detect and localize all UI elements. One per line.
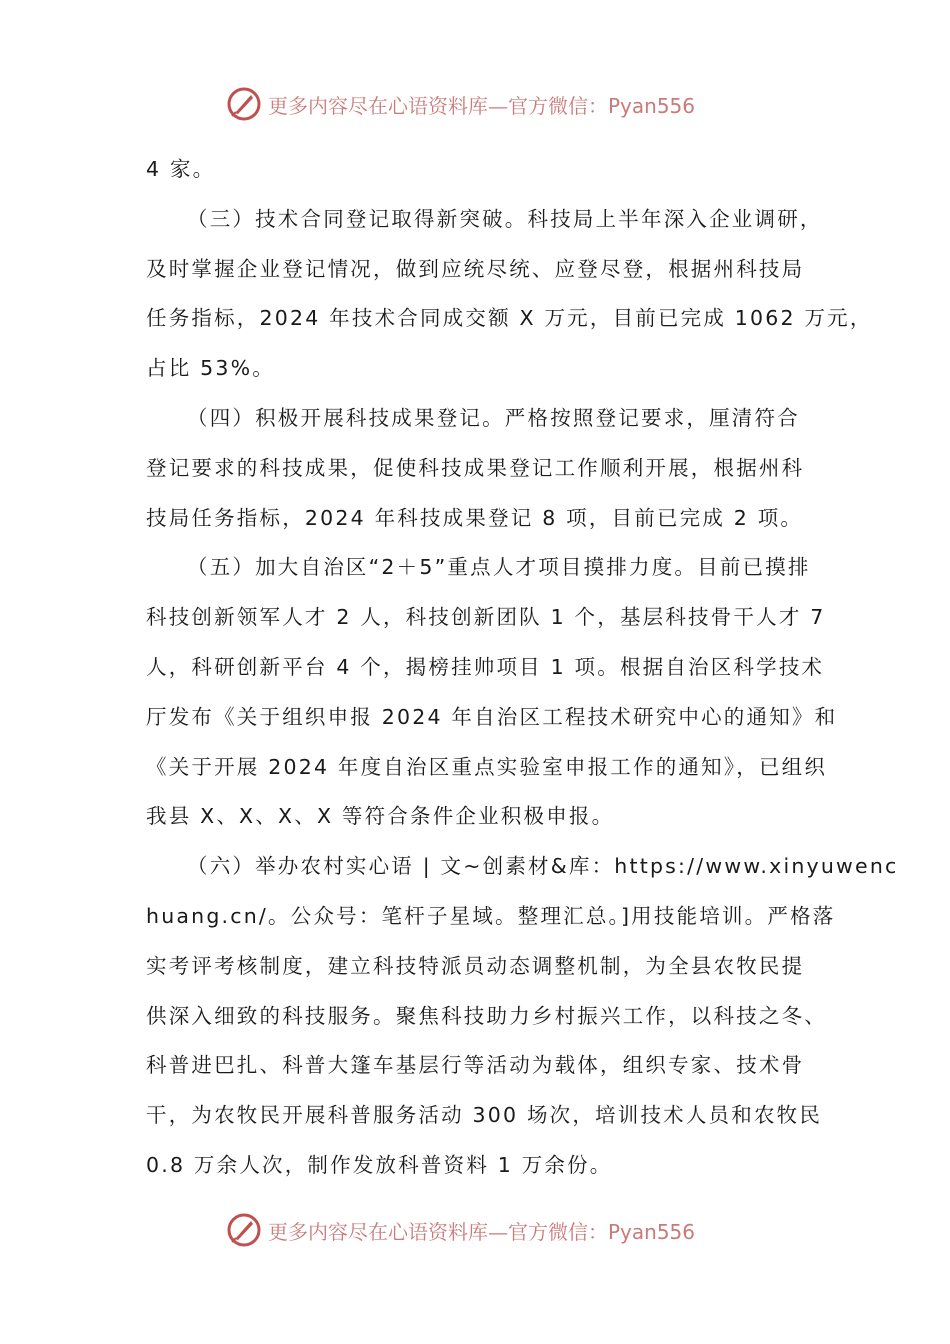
quill-logo-icon xyxy=(226,86,262,122)
text-line: 及时掌握企业登记情况，做到应统尽统、应登尽登，根据州科技局 xyxy=(146,256,805,281)
text-line: 登记要求的科技成果，促使科技成果登记工作顺利开展，根据州科 xyxy=(146,455,805,480)
text-line: （四）积极开展科技成果登记。严格按照登记要求，厘清符合 xyxy=(187,405,800,430)
text-line: 供深入细致的科技服务。聚焦科技助力乡村振兴工作，以科技之冬、 xyxy=(146,1003,827,1028)
text-line: 占比 53%。 xyxy=(146,356,275,381)
text-line: 实考评考核制度，建立科技特派员动态调整机制，为全县农牧民提 xyxy=(146,953,805,978)
header-banner xyxy=(226,84,695,124)
text-line: 人，科研创新平台 4 个，揭榜挂帅项目 1 项。根据自治区科学技术 xyxy=(146,654,825,679)
text-line: 技局任务指标，2024 年科技成果登记 8 项，目前已完成 2 项。 xyxy=(146,505,804,530)
paragraph-tech-achievement xyxy=(146,399,808,548)
text-line: 任务指标，2024 年技术合同成交额 X 万元，目前已完成 1062 万元， xyxy=(146,306,873,331)
text-line: 我县 X、X、X、X 等符合条件企业积极申报。 xyxy=(146,804,615,829)
footer-banner-text: 更多内容尽在心语资料库—官方微信：Pyan556 xyxy=(268,1219,696,1244)
text-line: 0.8 万余人次，制作发放科普资料 1 万余份。 xyxy=(146,1152,613,1177)
paragraph-talent-project xyxy=(146,548,838,847)
paragraph-rural-training xyxy=(146,847,899,1196)
paragraph xyxy=(146,150,808,200)
text-line: 《关于开展 2024 年度自治区重点实验室申报工作的通知》，已组织 xyxy=(146,754,828,779)
text-line: 厅发布《关于组织申报 2024 年自治区工程技术研究中心的通知》和 xyxy=(146,704,838,729)
text-line: huang.cn/。公众号：笔杆子星域。整理汇总。]用技能培训。严格落 xyxy=(146,903,836,928)
text-line: 科技创新领军人才 2 人，科技创新团队 1 个，基层科技骨干人才 7 xyxy=(146,605,826,630)
text-line: 科普进巴扎、科普大篷车基层行等活动为载体，组织专家、技术骨 xyxy=(146,1053,805,1078)
quill-logo-icon xyxy=(226,1212,262,1248)
document-body xyxy=(146,150,899,1196)
header-banner-text: 更多内容尽在心语资料库—官方微信：Pyan556 xyxy=(268,93,696,118)
footer-banner xyxy=(226,1210,695,1250)
text-line: 干，为农牧民开展科普服务活动 300 场次，培训技术人员和农牧民 xyxy=(146,1103,823,1128)
paragraph-tech-contract xyxy=(146,200,873,399)
text-line: （六）举办农村实心语 | 文~创素材&库：https://www.xinyuwenc xyxy=(187,854,899,879)
text-line: （五）加大自治区“2＋5”重点人才项目摸排力度。目前已摸排 xyxy=(187,555,811,580)
text-line: （三）技术合同登记取得新突破。科技局上半年深入企业调研， xyxy=(187,206,823,231)
text-line: 4 家。 xyxy=(146,157,216,181)
